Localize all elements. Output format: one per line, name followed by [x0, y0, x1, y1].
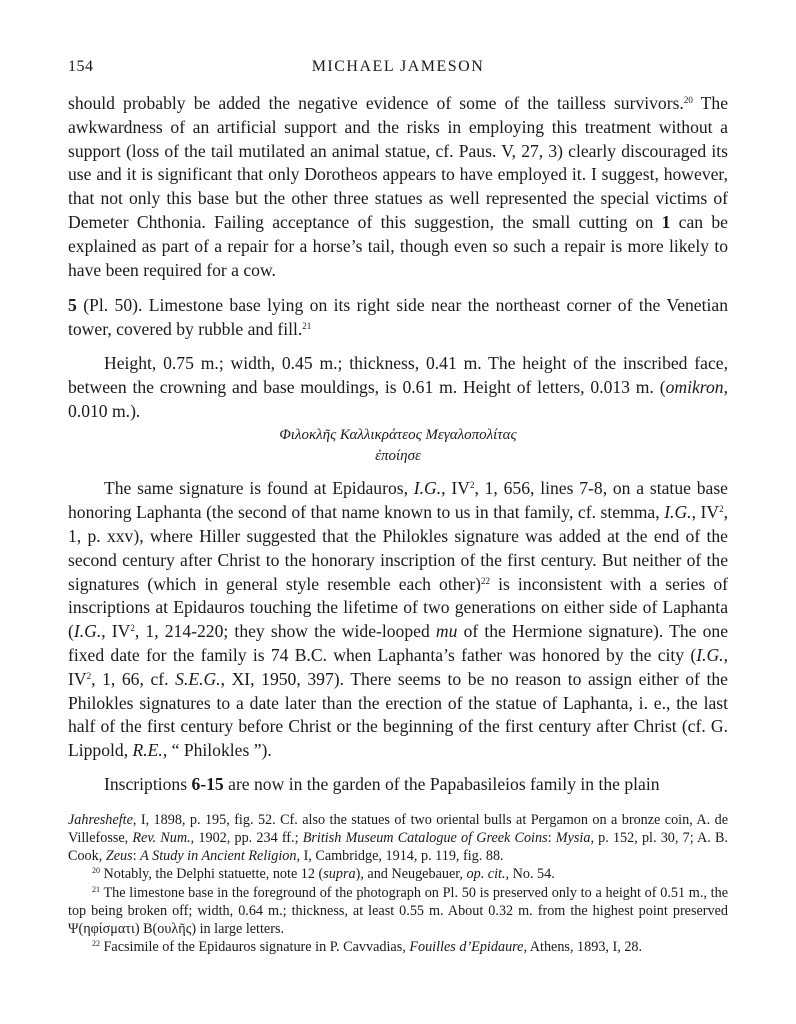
footnote-ref-21: 21 [302, 321, 312, 332]
footnotes [68, 811, 728, 957]
footnote-ref-20: 20 [683, 95, 693, 105]
page-header [68, 52, 728, 82]
footnote-21: $^{21}$ The limestone base in the foreground of the photograph on Pl. 50 is preserved only to a height of 0.51 m., the top being broken off; width, 0.64 m.; thickness, at least 0.55 m. About 0.32 m. from the highest point preserved Ψ(ηφίσματι) Β(ουλῆς) in large letters. [68, 884, 728, 937]
footnote-22: $^{22}$ Facsimile of the Epidauros signature in P. Cavvadias, Fouilles d’Epidaure, Athens, 1893, I, 28. [92, 939, 643, 956]
catalogue-number: 5 [68, 295, 77, 316]
paragraph-1: should probably be added the negative evidence of some of the tailless survivors.$^{20}$ The awkwardness of an artificial support and the risks in employing this treatment without a support (loss of the tail mutilated an animal statue, cf. Paus. V, 27, 3) clearly discouraged its use and it is significant that only Dorotheos appears to have employed it. I suggest, however, that not only this base but the other three statues as well represented the special victims of Demeter Chthonia. Failing acceptance of this suggestion, the small cutting on 1 can be explained as part of a repair for a horse’s tail, though even so such a repair is more likely to have been required for a cow. [68, 93, 729, 280]
footnote-ref-22: 22 [481, 575, 491, 586]
body-text [68, 92, 728, 797]
inscription-line-1: Φιλοκλῆς Καλλικράτεος Μεγαλοπολίτας [279, 427, 517, 444]
page [68, 52, 728, 956]
paragraph-inscriptions: Inscriptions 6-15 are now in the garden of the Papabasileios family in the plain [104, 773, 660, 794]
page-number: 154 [68, 58, 94, 75]
paragraph-signature: The same signature is found at Epidauros, I.G., $IV^2$, 1, 656, lines 7-8, on a statue base honoring Laphanta (the second of that name known to us in that family, cf. stemma, I.G., $IV^2$, 1, p. xxv), where Hiller suggested that the Philokles signature was added at the end of the second century after Christ to the honorary inscription of the first century. But neither of the signatures (which in general style resemble each other)$^{22}$ is inconsistent with a series of inscriptions at Epidauros touching the lifetime of two generations on either side of Laphanta (I.G., $IV^2$, 1, 214-220; they show the wide-looped mu of the Hermione signature). The one fixed date for the family is 74 B.C. when Laphanta’s father was honored by the city (I.G., $IV^2$, 1, 66, cf. S.E.G., XI, 1950, 397). There seems to be no reason to assign either of the Philokles signatures to a date later than the erection of the statue of Laphanta, i. e., the last half of the first century before Christ or the beginning of the first century after Christ (cf. G. Lippold, R.E., “ Philokles ”). [68, 478, 728, 761]
footnote-20: $^{20}$ Notably, the Delphi statuette, note 12 (supra), and Neugebauer, op. cit., No. 54. [92, 866, 555, 883]
inscription-text [68, 425, 728, 467]
paragraph-catalogue-5: 5 (Pl. 50). Limestone base lying on its right side near the northeast corner of the Venetian tower, covered by rubble and fill.$^{21}$ [68, 295, 728, 340]
running-head: MICHAEL JAMESON [311, 58, 485, 75]
object-ref-1: 1 [661, 211, 671, 232]
inscription-line-2: ἐποίησε [375, 448, 421, 465]
paragraph-dimensions: Height, 0.75 m.; width, 0.45 m.; thickness, 0.41 m. The height of the inscribed face, between the crowning and base mouldings, is 0.61 m. Height of letters, 0.013 m. (omikron, 0.010 m.). [68, 352, 728, 421]
inscription-range: 6-15 [191, 773, 224, 794]
footnote-continuation: Jahreshefte, I, 1898, p. 195, fig. 52. Cf. also the statues of two oriental bulls at Pergamon on a bronze coin, A. de Villefosse, Rev. Num., 1902, pp. 234 ff.; British Museum Catalogue of Greek Coins: Mysia, p. 152, pl. 30, 7; A. B. Cook, Zeus: A Study in Ancient Religion, I, Cambridge, 1914, p. 119, fig. 88. [68, 811, 729, 865]
